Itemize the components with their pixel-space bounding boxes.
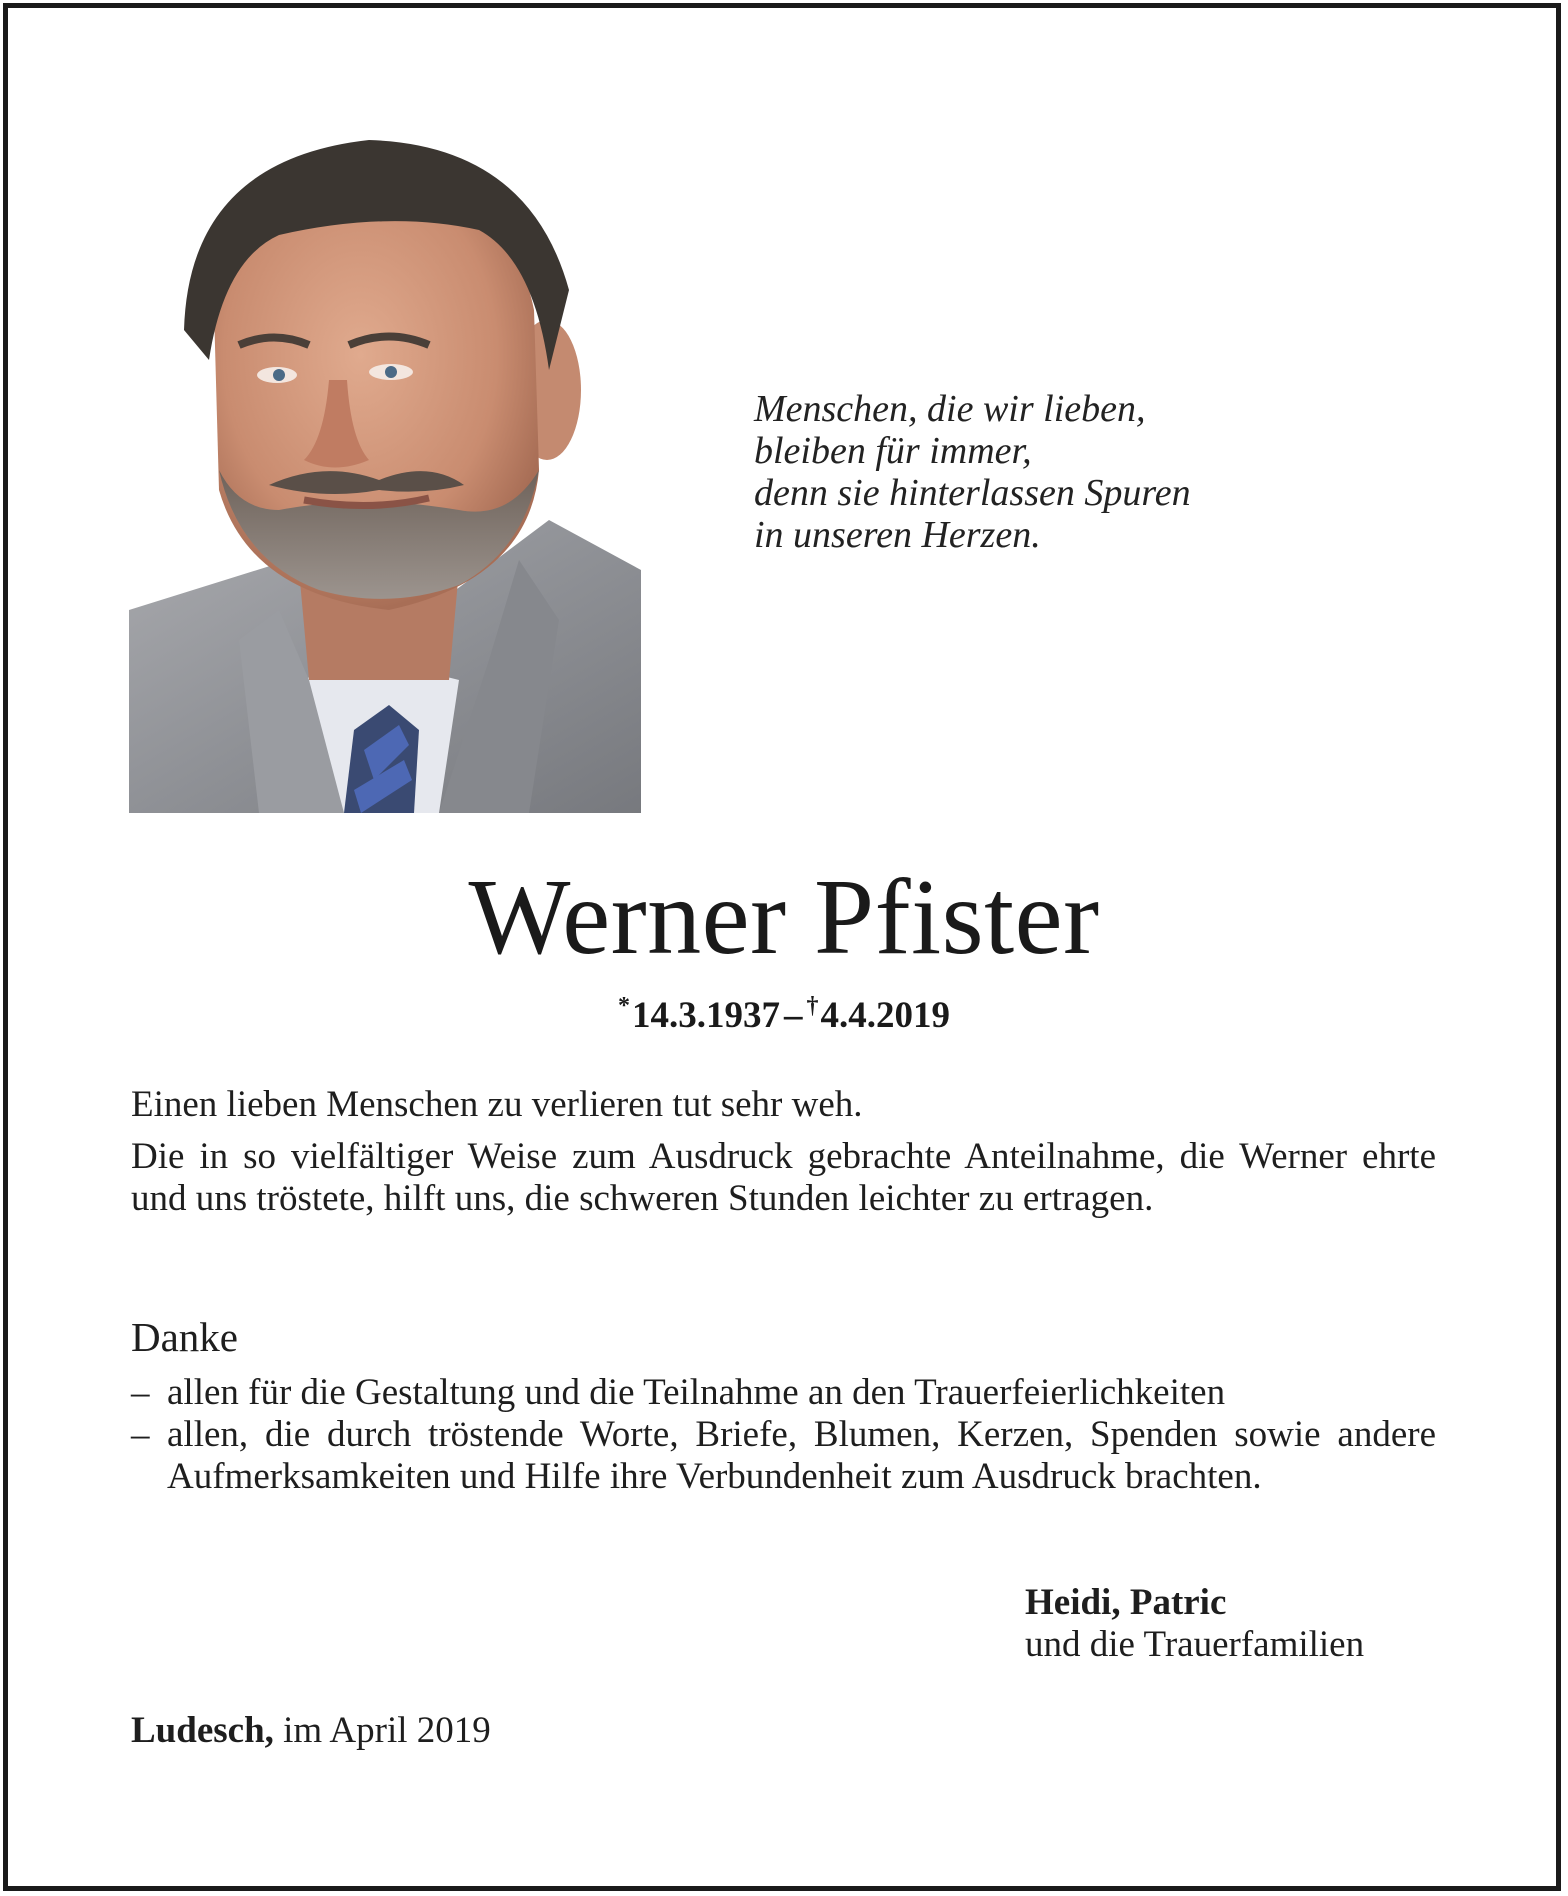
list-item (131, 1372, 1436, 1414)
signature-family: und die Trauerfamilien (1025, 1624, 1365, 1665)
poem-line: in unseren Herzen. (754, 514, 1041, 556)
place-town: Ludesch, (131, 1710, 274, 1751)
thanks-item-text: allen für die Gestaltung und die Teilnahme an den Trauerfeierlichkeiten (167, 1372, 1226, 1413)
place-date: im April 2019 (283, 1710, 491, 1751)
life-dates (0, 984, 1568, 1038)
date-separator: – (784, 995, 803, 1036)
death-symbol: † (806, 993, 819, 1019)
signature-names: Heidi, Patric (1025, 1582, 1227, 1623)
condolence-paragraph: Die in so vielfältiger Weise zum Ausdruck gebrachte Anteilnahme, die Werner ehrte und uns tröstete, hilft uns, die schweren Stunden leichter zu ertragen. (131, 1136, 1436, 1219)
intro-text: Einen lieben Menschen zu verlieren tut sehr weh. (131, 1084, 863, 1125)
thanks-list (131, 1372, 1436, 1498)
list-item (131, 1414, 1436, 1498)
birth-date: 14.3.1937 (632, 995, 780, 1036)
place-and-date (131, 1710, 491, 1752)
thanks-item-text: allen, die durch tröstende Worte, Briefe, Blumen, Kerzen, Spenden sowie andere Aufmerksamkeiten und Hilfe ihre Verbundenheit zum Ausdruck brachten. (167, 1414, 1436, 1497)
poem-line: Menschen, die wir lieben, (754, 388, 1146, 430)
poem-line: denn sie hinterlassen Spuren (754, 472, 1191, 514)
signature (1025, 1582, 1364, 1666)
dash-bullet: – (131, 1414, 150, 1455)
thanks-heading: Danke (131, 1314, 239, 1360)
death-date: 4.4.2019 (820, 995, 950, 1036)
dash-bullet: – (131, 1372, 150, 1413)
deceased-name: Werner Pfister (468, 858, 1100, 977)
poem (754, 388, 1191, 556)
portrait-photo (129, 140, 641, 813)
poem-line: bleiben für immer, (754, 430, 1032, 472)
birth-symbol: * (618, 993, 630, 1019)
